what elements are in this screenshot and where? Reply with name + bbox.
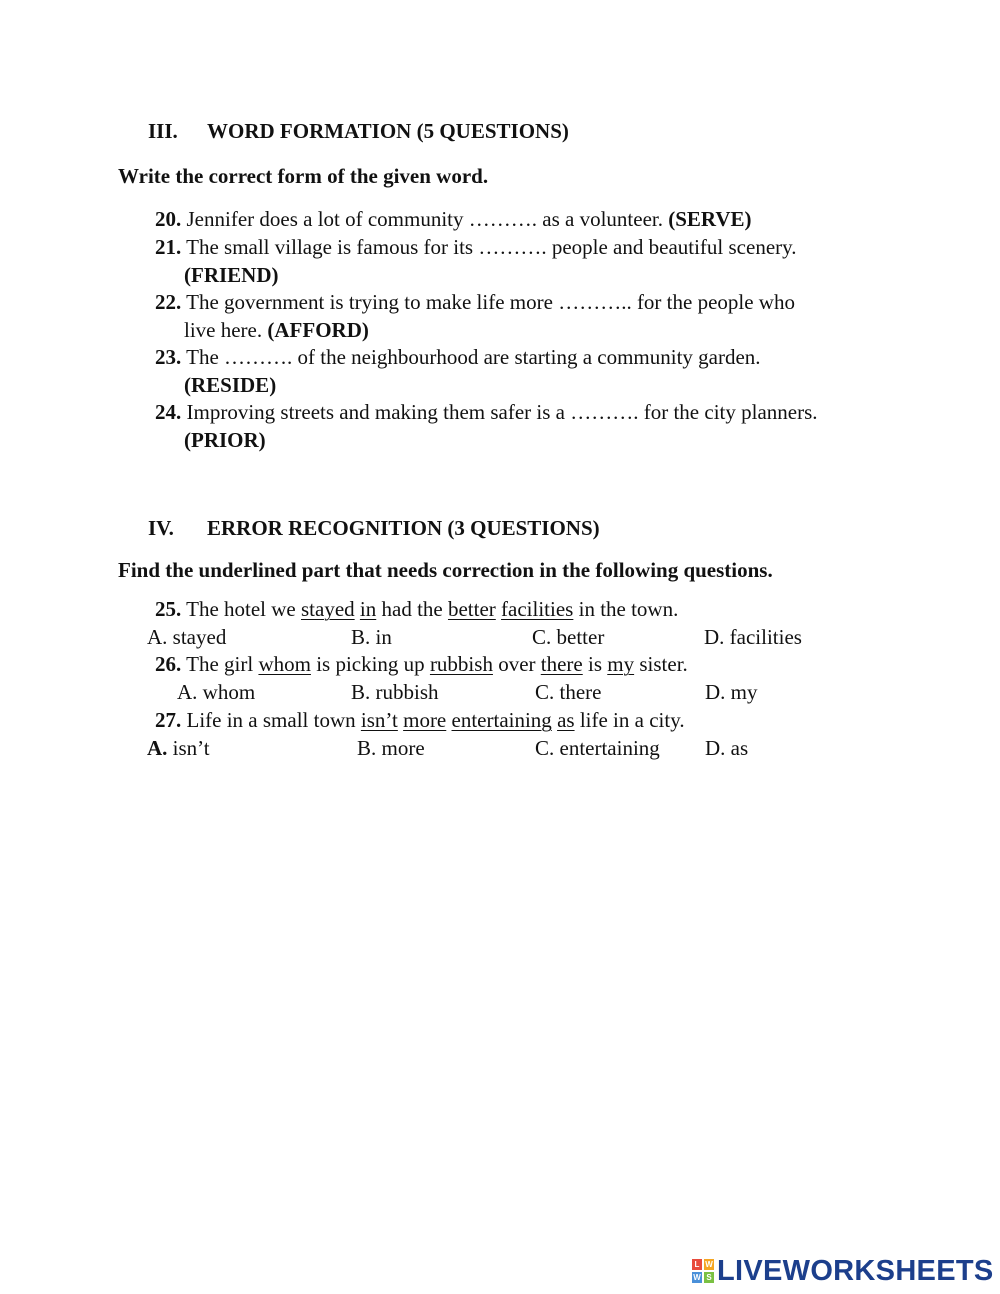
text: Life in a small town [186,708,356,732]
option-a[interactable] [147,738,210,759]
question-number: 26. [155,652,182,676]
liveworksheets-brand-text: LIVEWORKSHEETS [717,1254,994,1287]
option-b[interactable]: B. in [351,625,392,649]
option-d[interactable]: D. facilities [704,625,802,649]
question-text-cont: live here. [184,318,263,342]
text: is [588,652,603,676]
option-c[interactable]: C. entertaining [535,736,660,760]
section-4-instruction: Find the underlined part that needs correction in the following questions. [118,558,773,582]
question-number: 27. [155,708,182,732]
section-3-instruction: Write the correct form of the given word. [118,164,489,188]
question-number: 22. [155,290,182,314]
question-text: Improving streets and making them safer is a ………. for the city planners. [186,400,818,424]
option-a-text: isn’t [172,736,210,760]
underlined-part-b: rubbish [429,652,493,676]
section-4-title: ERROR RECOGNITION (3 QUESTIONS) [207,516,600,540]
section-3-title: WORD FORMATION (5 QUESTIONS) [207,119,569,143]
option-a[interactable]: A. whom [177,680,256,704]
text: had the [381,597,443,621]
text: sister. [639,652,688,676]
question-number: 24. [155,400,182,424]
given-word: (SERVE) [668,207,752,231]
option-a[interactable]: A. stayed [147,625,227,649]
option-c[interactable]: C. better [532,625,605,649]
liveworksheets-logo[interactable] [692,1256,994,1286]
underlined-part-b: in [359,597,377,621]
text: The girl [186,652,254,676]
underlined-part-a: whom [258,652,311,676]
underlined-part-b: more [403,708,447,732]
question-text: Jennifer does a lot of community ………. as a volunteer. [186,207,663,231]
underlined-part-d: my [607,652,635,676]
liveworksheets-logo-icon: L W W S [693,1260,713,1282]
question-number: 23. [155,345,182,369]
option-b[interactable]: B. rubbish [351,680,439,704]
question-text: The government is trying to make life more ……….. for the people who [186,290,795,314]
section-4-number: IV. [148,516,174,540]
text: over [498,652,536,676]
underlined-part-c: there [540,652,583,676]
given-word: (FRIEND) [184,263,279,287]
text: The hotel we [186,597,296,621]
underlined-part-a: stayed [301,597,355,621]
question-number: 25. [155,597,182,621]
option-d[interactable]: D. my [705,680,758,704]
given-word: (AFFORD) [267,318,369,342]
underlined-part-c: better [447,597,496,621]
question-text: The ………. of the neighbourhood are starting a community garden. [186,345,761,369]
section-3-number: III. [148,119,178,143]
option-c[interactable]: C. there [535,680,602,704]
given-word: (RESIDE) [184,373,277,397]
given-word: (PRIOR) [184,428,266,452]
question-number: 21. [155,235,182,259]
option-a-letter: A. [147,736,168,760]
option-b[interactable]: B. more [357,736,425,760]
underlined-part-a: isn’t [360,708,398,732]
underlined-part-c: entertaining [451,708,552,732]
text: life in a city. [579,708,685,732]
question-number: 20. [155,207,182,231]
underlined-part-d: as [557,708,575,732]
option-d[interactable]: D. as [705,736,749,760]
question-text: The small village is famous for its ………. people and beautiful scenery. [186,235,797,259]
underlined-part-d: facilities [501,597,574,621]
text: in the town. [578,597,679,621]
text: is picking up [316,652,425,676]
